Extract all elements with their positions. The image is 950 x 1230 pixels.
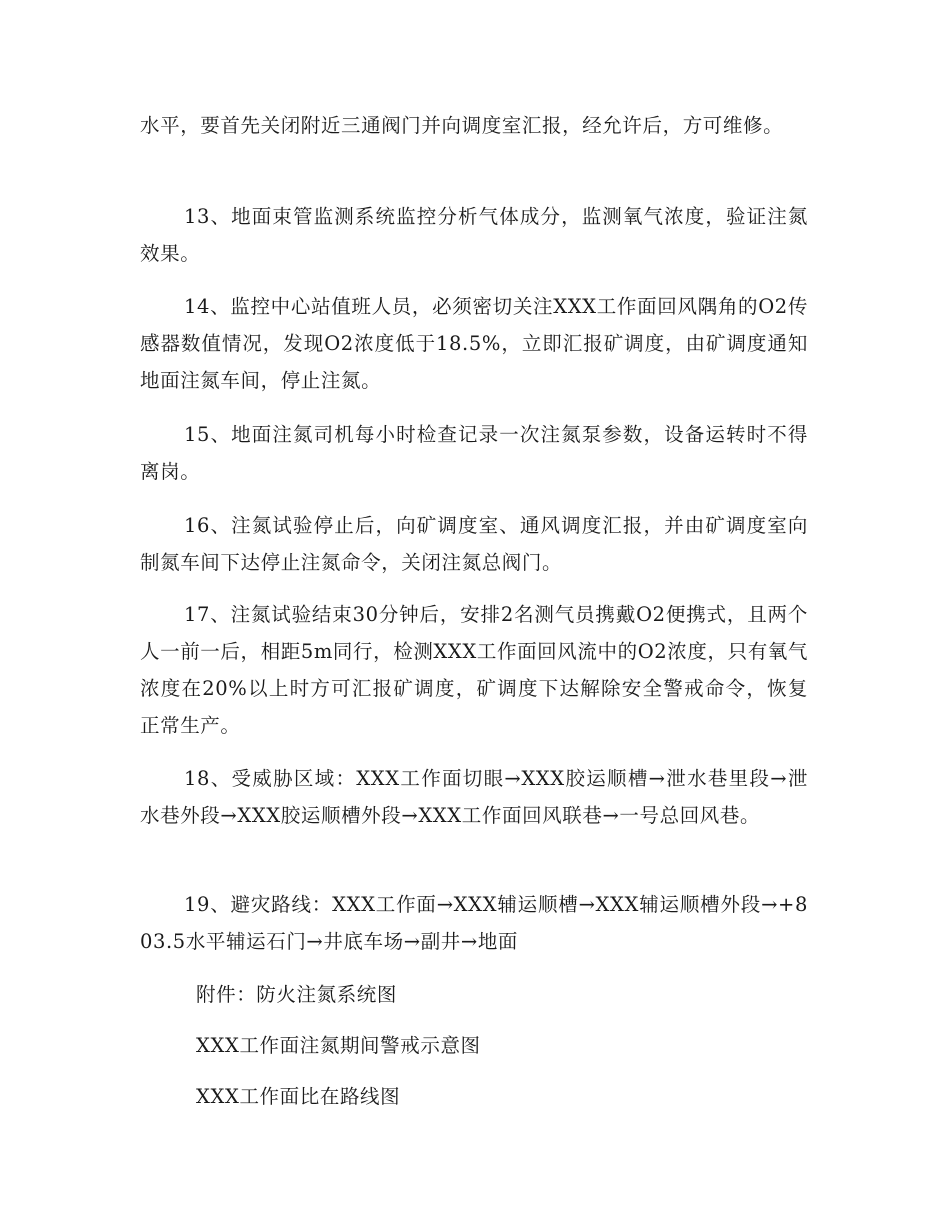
paragraph-item-16: 16、注氮试验停止后，向矿调度室、通风调度汇报，并由矿调度室向制氮车间下达停止注氮命令，关闭注氮总阀门。 xyxy=(140,514,808,574)
attachment-line-2: XXX工作面注氮期间警戒示意图 xyxy=(196,1034,481,1057)
paragraph-item-15: 15、地面注氮司机每小时检查记录一次注氮泵参数，设备运转时不得离岗。 xyxy=(140,423,808,483)
paragraph-item-13: 13、地面束管监测系统监控分析气体成分，监测氧气浓度，验证注氮效果。 xyxy=(140,205,808,265)
paragraph-item-19: 19、避灾路线：XXX工作面→XXX辅运顺槽→XXX辅运顺槽外段→+803.5水平辅运石门→井底车场→副井→地面 xyxy=(140,893,808,953)
attachment-line-1: 附件：防火注氮系统图 xyxy=(196,983,398,1006)
paragraph-item-18: 18、受威胁区域：XXX工作面切眼→XXX胶运顺槽→泄水巷里段→泄水巷外段→XXX胶运顺槽外段→XXX工作面回风联巷→一号总回风巷。 xyxy=(140,767,808,827)
paragraph-item-14: 14、监控中心站值班人员，必须密切关注XXX工作面回风隅角的O2传感器数值情况，发现O2浓度低于18.5%，立即汇报矿调度，由矿调度通知地面注氮车间，停止注氮。 xyxy=(140,295,808,392)
paragraph-continuation: 水平，要首先关闭附近三通阀门并向调度室汇报，经允许后，方可维修。 xyxy=(140,114,784,137)
attachment-line-3: XXX工作面比在路线图 xyxy=(196,1085,401,1108)
paragraph-item-17: 17、注氮试验结束30分钟后，安排2名测气员携戴O2便携式，且两个人一前一后，相距5m同行，检测XXX工作面回风流中的O2浓度，只有氧气浓度在20%以上时方可汇报矿调度，矿调度下达解除安全警戒命令，恢复正常生产。 xyxy=(140,603,808,737)
